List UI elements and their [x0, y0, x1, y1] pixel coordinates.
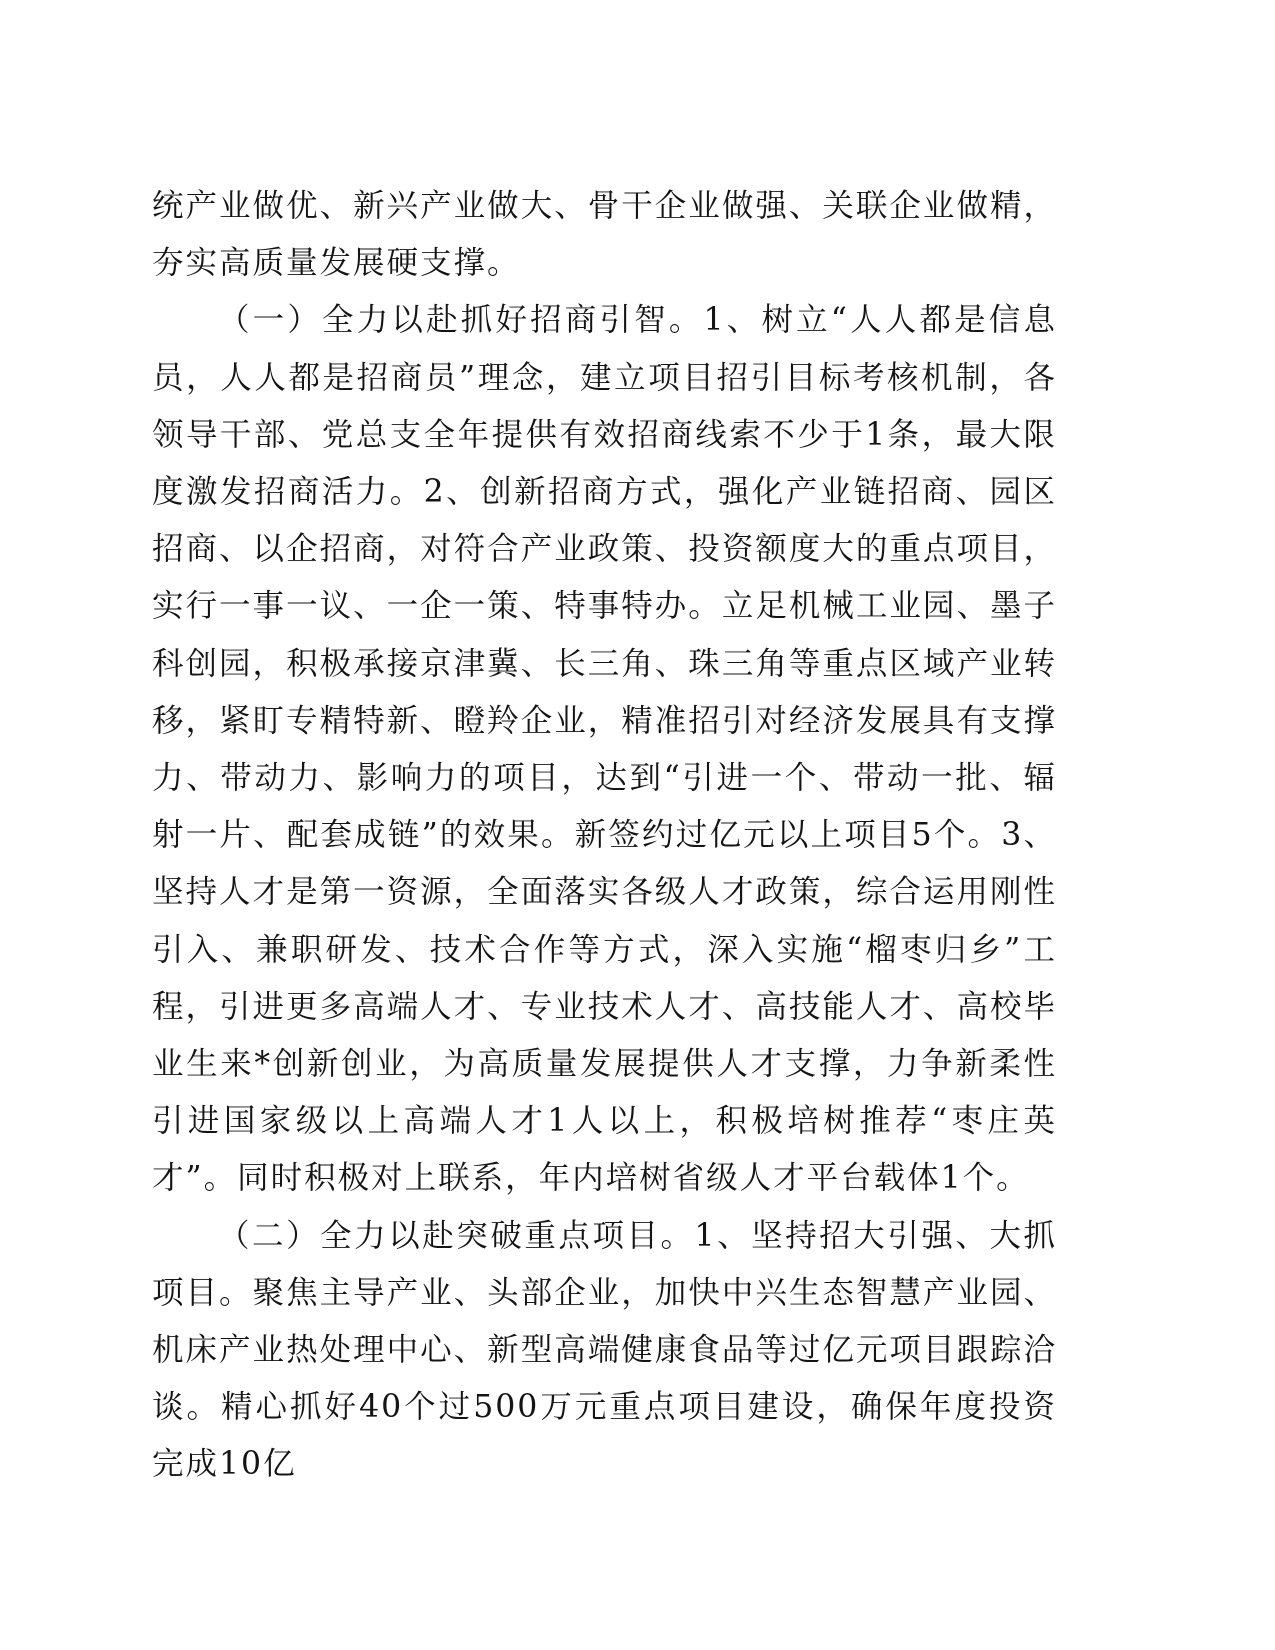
paragraph-section-1: （一）全力以赴抓好招商引智。1、树立“人人都是信息员，人人都是招商员”理念，建立项目招引目标考核机制，各领导干部、党总支全年提供有效招商线索不少于1条，最大限度激发招商活力。2、创新招商方式，强化产业链招商、园区招商、以企招商，对符合产业政策、投资额度大的重点项目，实行一事一议、一企一策、特事特办。立足机械工业园、墨子科创园，积极承接京津冀、长三角、珠三角等重点区域产业转移，紧盯专精特新、瞪羚企业，精准招引对经济发展具有支撑力、带动力、影响力的项目，达到“引进一个、带动一批、辐射一片、配套成链”的效果。新签约过亿元以上项目5个。3、坚持人才是第一资源，全面落实各级人才政策，综合运用刚性引入、兼职研发、技术合作等方式，深入实施“榴枣归乡”工程，引进更多高端人才、专业技术人才、高技能人才、高校毕业生来*创新创业，为高质量发展提供人才支撑，力争新柔性引进国家级以上高端人才1人以上，积极培树推荐“枣庄英才”。同时积极对上联系，年内培树省级人才平台载体1个。 — [152, 302, 1057, 1197]
document-body — [152, 178, 1057, 1494]
paragraph-continuation: 统产业做优、新兴产业做大、骨干企业做强、关联企业做精，夯实高质量发展硬支撑。 — [152, 188, 1057, 282]
paragraph-section-2: （二）全力以赴突破重点项目。1、坚持招大引强、大抓项目。聚焦主导产业、头部企业，加快中兴生态智慧产业园、机床产业热处理中心、新型高端健康食品等过亿元项目跟踪洽谈。精心抓好40个过500万元重点项目建设，确保年度投资完成10亿 — [152, 1217, 1057, 1483]
